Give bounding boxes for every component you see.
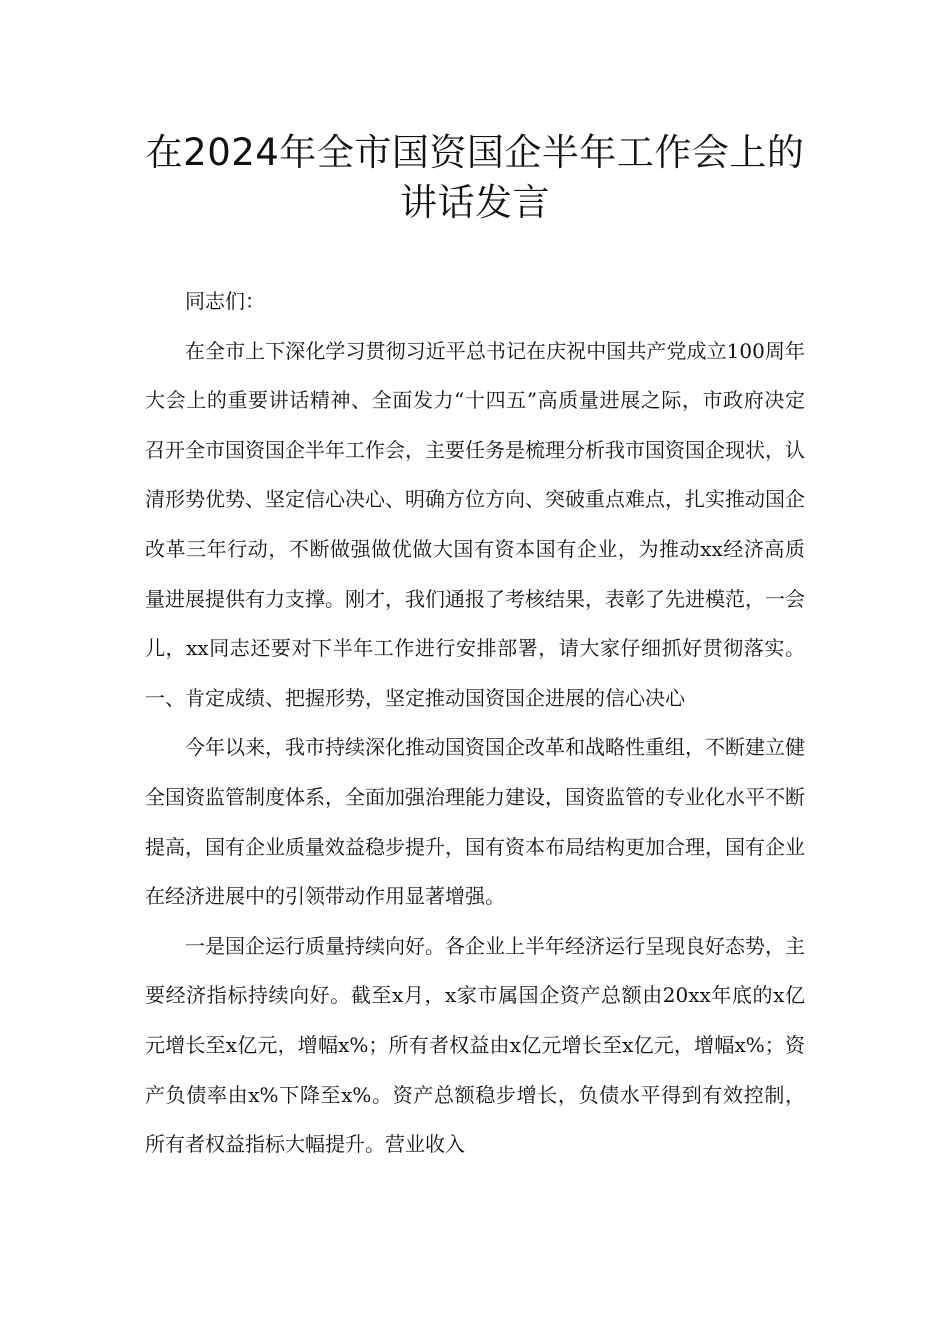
body-paragraph: 在全市上下深化学习贯彻习近平总书记在庆祝中国共产党成立100周年大会上的重要讲话精神、全面发力“十四五”高质量进展之际，市政府决定召开全市国资国企半年工作会，主要任务是梳理分析我市国资国企现状，认清形势优势、坚定信心决心、明确方位方向、突破重点难点，扎实推动国企改革三年行动，不断做强做优做大国有资本国有企业，为推动xx经济高质量进展提供有力支撑。刚才，我们通报了考核结果，表彰了先进模范，一会儿，xx同志还要对下半年工作进行安排部署，请大家仔细抓好贯彻落实。一、肯定成绩、把握形势，坚定推动国资国企进展的信心决心 [145,338,805,710]
body-paragraph: 一是国企运行质量持续向好。各企业上半年经济运行呈现良好态势，主要经济指标持续向好。截至x月，x家市属国企资产总额由20xx年底的x亿元增长至x亿元，增幅x%；所有者权益由x亿元增长至x亿元，增幅x%；资产负债率由x%下降至x%。资产总额稳步增长，负债水平得到有效控制，所有者权益指标大幅提升。营业收入 [145,933,805,1157]
document-title: 在2024年全市国资国企半年工作会上的讲话发言 [145,131,805,224]
salutation-paragraph: 同志们： [185,289,265,313]
document-body [145,277,805,1170]
body-paragraph: 今年以来，我市持续深化推动国资国企改革和战略性重组，不断建立健全国资监管制度体系，全面加强治理能力建设，国资监管的专业化水平不断提高，国有企业质量效益稳步提升，国有资本布局结构更加合理，国有企业在经济进展中的引领带动作用显著增强。 [145,735,805,909]
